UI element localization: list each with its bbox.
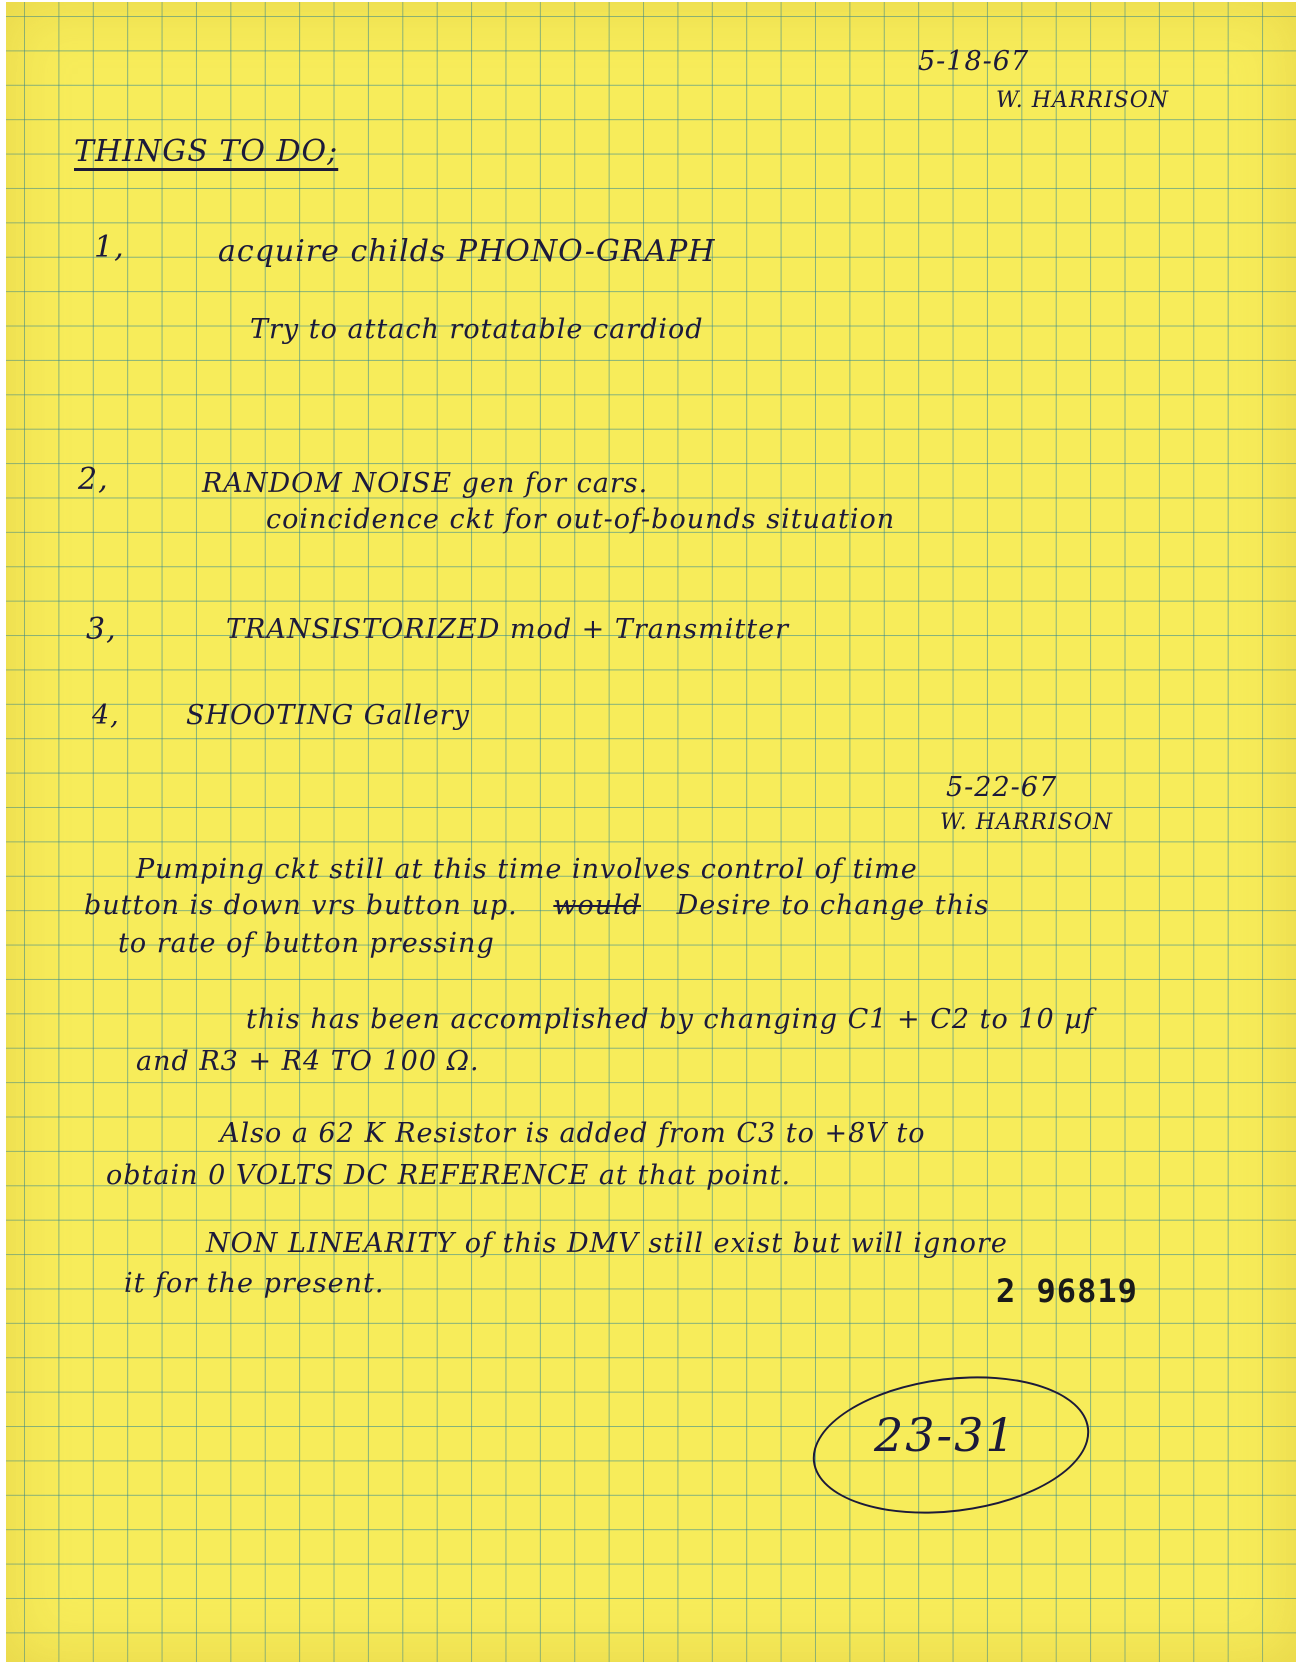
- item-3-text: TRANSISTORIZED mod + Transmitter: [226, 614, 789, 645]
- item-2-number: 2,: [78, 462, 109, 497]
- paragraph-1-line-2a: button is down vrs button up.: [84, 890, 518, 921]
- stamped-number: 2 96819: [996, 1272, 1138, 1310]
- paragraph-1-line-2: [84, 890, 989, 921]
- paragraph-1-line-2b: Desire to change this: [676, 890, 990, 921]
- paragraph-3-line-1: Also a 62 K Resistor is added from C3 to +8V to: [220, 1118, 926, 1149]
- header-date: 5-18-67: [918, 46, 1030, 77]
- paragraph-4-line-2: it for the present.: [124, 1268, 385, 1299]
- notebook-page: [6, 2, 1296, 1662]
- circled-number: 23-31: [874, 1408, 1017, 1462]
- paragraph-3-line-2: obtain 0 VOLTS DC REFERENCE at that point.: [106, 1160, 792, 1191]
- item-3-number: 3,: [86, 612, 117, 647]
- struck-word: would: [553, 890, 642, 921]
- item-4-text: SHOOTING Gallery: [186, 700, 470, 731]
- paragraph-1-line-3: to rate of button pressing: [118, 928, 495, 959]
- entry2-author: W. HARRISON: [940, 810, 1114, 835]
- paragraph-2-line-1: this has been accomplished by changing C1 + C2 to 10 µf: [246, 1004, 1094, 1035]
- item-1-number: 1,: [94, 230, 125, 265]
- item-2-subtext: coincidence ckt for out-of-bounds situation: [266, 504, 896, 535]
- page-title: THINGS TO DO;: [74, 134, 339, 169]
- item-4-number: 4,: [92, 700, 120, 731]
- header-author: W. HARRISON: [996, 88, 1170, 113]
- entry2-date: 5-22-67: [946, 772, 1058, 803]
- paragraph-2-line-2: and R3 + R4 TO 100 Ω.: [136, 1046, 480, 1077]
- paragraph-1-line-1: Pumping ckt still at this time involves control of time: [136, 854, 918, 885]
- item-1-subtext: Try to attach rotatable cardiod: [250, 314, 704, 345]
- item-1-text: acquire childs PHONO-GRAPH: [218, 234, 716, 269]
- paragraph-4-line-1: NON LINEARITY of this DMV still exist but will ignore: [206, 1228, 1008, 1259]
- item-2-text: RANDOM NOISE gen for cars.: [202, 468, 649, 499]
